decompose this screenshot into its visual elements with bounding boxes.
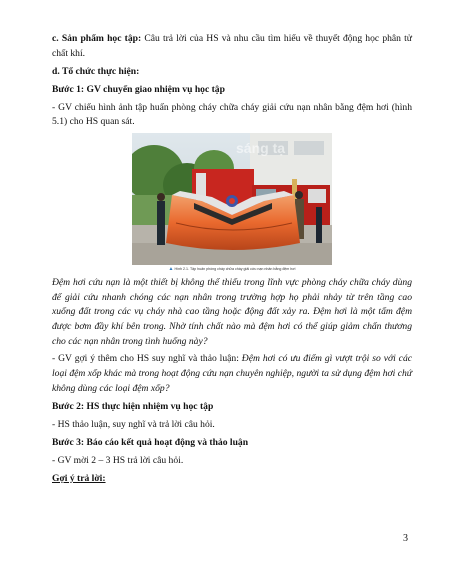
gv-hint-question: Đệm hơi có ưu điểm gì vượt trội so với các loại đệm xốp khác mà trong hoạt động cứu nạn chuyên nghiệp, người ta sử dụng đệm hơi chứ không dùng các loại đệm xốp?	[52, 353, 412, 394]
gv-hint-paragraph	[52, 352, 412, 396]
step2-heading: Bước 2: HS thực hiện nhiệm vụ học tập	[52, 400, 214, 412]
step3-heading: Bước 3: Báo cáo kết quả hoạt động và thảo luận	[52, 436, 249, 448]
step2-text: - HS thảo luận, suy nghĩ và trả lời câu hỏi.	[52, 418, 215, 430]
step1-text: - GV chiếu hình ảnh tập huấn phòng cháy chữa cháy giải cứu nạn nhân bằng đệm hơi (hình 5.1) cho HS quan sát.	[52, 101, 412, 128]
page-content	[52, 32, 412, 490]
gv-hint-prefix: - GV gợi ý thêm cho HS suy nghĩ và thảo luận:	[52, 353, 242, 365]
air-cushion-training-photo	[132, 133, 332, 265]
product-text: Câu trả lời của HS và nhu cầu tìm hiểu về thuyết động học phân tử chất khí.	[52, 33, 412, 59]
step1-heading: Bước 1: GV chuyển giao nhiệm vụ học tập	[52, 83, 225, 95]
organize-heading: d. Tổ chức thực hiện:	[52, 65, 140, 77]
step3-text: - GV mời 2 – 3 HS trả lời câu hỏi.	[52, 454, 184, 466]
page-number: 3	[403, 533, 408, 544]
answer-heading: Gợi ý trả lời:	[52, 472, 106, 484]
watermark-text: sáng tạ	[236, 140, 286, 157]
product-label: c. Sản phẩm học tập:	[52, 33, 142, 44]
caption-triangle-icon: ▲	[168, 266, 174, 273]
figure	[132, 133, 332, 272]
product-paragraph	[52, 32, 412, 61]
figure-caption-text: Hình 2.1. Tập huấn phòng cháy chữa cháy giải cứu nạn nhân bằng đệm hơi	[174, 267, 296, 272]
figure-caption	[132, 267, 332, 272]
italic-paragraph: Đệm hơi cứu nạn là một thiết bị không thể thiếu trong lĩnh vực phòng cháy chữa cháy dùng để giải cứu nhanh chóng các nạn nhân trong trường hợp họ phải nhảy từ trên tầng cao xuống đất trong các vụ cháy nhà cao tầng hoặc động đất xảy ra. Đệm hơi là một tấm đệm được bơm đầy khí bên trong. Nhờ tính chất nào mà đệm hơi có thể giúp giảm chấn thương cho các nạn nhân trong tình huống này?	[52, 277, 412, 347]
